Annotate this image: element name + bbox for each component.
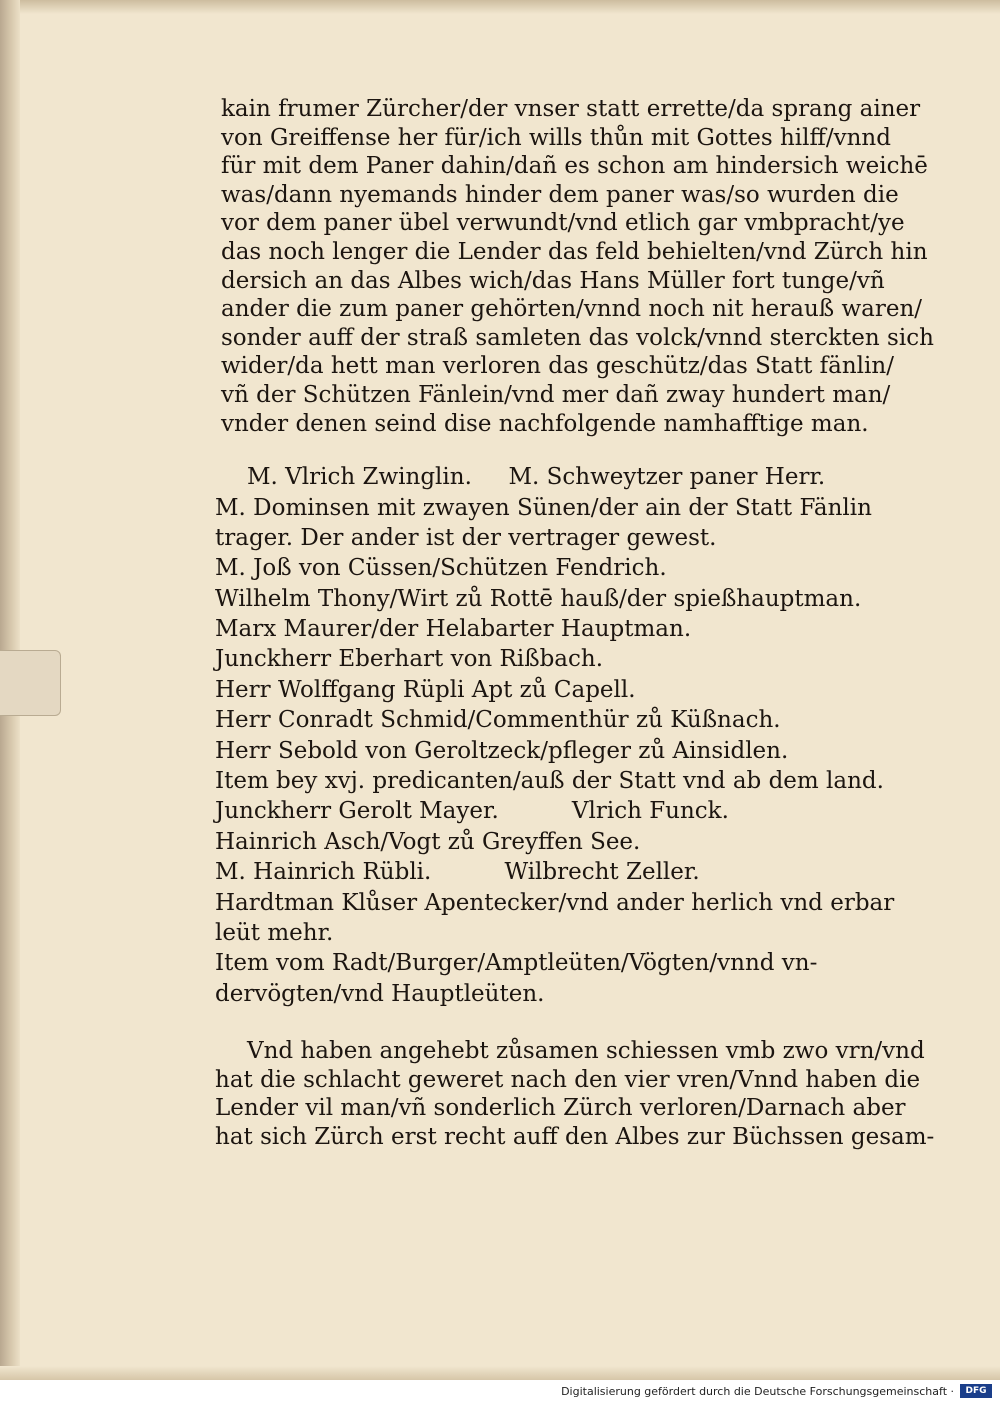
list-item: trager. Der ander ist der vertrager gewest. bbox=[215, 524, 717, 551]
text-line: für mit dem Paner dahin/dañ es schon am hindersich weichē bbox=[221, 153, 928, 180]
text-line: wider/da hett man verloren das geschütz/das Statt fänlin/ bbox=[221, 353, 894, 380]
text-line: vnder denen seind dise nachfolgende namhafftige man. bbox=[221, 410, 869, 437]
list-item: Wilhelm Thony/Wirt zů Rottē hauß/der spießhauptman. bbox=[215, 585, 862, 612]
list-item: Item vom Radt/Burger/Amptleüten/Vögten/vnnd vn- bbox=[215, 950, 818, 977]
text-line: Vnd haben angehebt zůsamen schiessen vmb zwo vrn/vnd bbox=[247, 1038, 925, 1065]
list-item: M. Joß von Cüssen/Schützen Fendrich. bbox=[215, 555, 667, 582]
text-line: hat die schlacht geweret nach den vier vren/Vnnd haben die bbox=[215, 1066, 921, 1093]
text-line: ander die zum paner gehörten/vnnd noch nit herauß waren/ bbox=[221, 296, 923, 323]
footer-bar bbox=[0, 1380, 1000, 1402]
list-item: Herr Wolffgang Rüpli Apt zů Capell. bbox=[215, 676, 636, 703]
text-line: von Greiffense her für/ich wills thůn mit Gottes hilff/vnnd bbox=[221, 124, 891, 151]
section-gap bbox=[215, 1009, 905, 1037]
page-top-edge bbox=[0, 0, 1000, 14]
text-line: sonder auff der straß samleten das volck/vnnd sterckten sich bbox=[221, 324, 934, 351]
page-text bbox=[215, 95, 935, 1152]
casualty-list bbox=[215, 462, 905, 1009]
list-item: Hardtman Klůser Apentecker/vnd ander herlich vnd erbar bbox=[215, 889, 895, 916]
list-item: M. Hainrich Rübli. Wilbrecht Zeller. bbox=[215, 859, 700, 886]
list-item: Herr Sebold von Geroltzeck/pfleger zů Ainsidlen. bbox=[215, 737, 789, 764]
list-item: Junckherr Eberhart von Rißbach. bbox=[215, 646, 604, 673]
text-line: was/dann nyemands hinder dem paner was/so wurden die bbox=[221, 181, 899, 208]
list-item: Item bey xvj. predicanten/auß der Statt vnd ab dem land. bbox=[215, 768, 884, 795]
page-tab-marker bbox=[0, 650, 61, 716]
list-item: Marx Maurer/der Helabarter Hauptman. bbox=[215, 616, 692, 643]
section-gap bbox=[215, 438, 905, 462]
paragraph-2 bbox=[215, 1037, 935, 1151]
text-line: Lender vil man/vñ sonderlich Zürch verloren/Darnach aber bbox=[215, 1095, 906, 1122]
list-item: M. Vlrich Zwinglin. M. Schweytzer paner Herr. bbox=[247, 464, 826, 491]
paragraph-1 bbox=[215, 95, 934, 438]
list-item: leüt mehr. bbox=[215, 919, 334, 946]
list-item: M. Dominsen mit zwayen Sünen/der ain der Statt Fänlin bbox=[215, 494, 872, 521]
text-line: dersich an das Albes wich/das Hans Müller fort tunge/vñ bbox=[221, 267, 885, 294]
list-item: dervögten/vnd Hauptleüten. bbox=[215, 980, 545, 1007]
text-line: das noch lenger die Lender das feld behielten/vnd Zürch hin bbox=[221, 238, 928, 265]
list-item: Herr Conradt Schmid/Commenthür zů Küßnach. bbox=[215, 707, 781, 734]
text-line: vor dem paner übel verwundt/vnd etlich gar vmbpracht/ye bbox=[221, 210, 905, 237]
page-bottom-edge bbox=[0, 1366, 1000, 1380]
text-line: vñ der Schützen Fänlein/vnd mer dañ zway hundert man/ bbox=[221, 381, 891, 408]
list-item: Junckherr Gerolt Mayer. Vlrich Funck. bbox=[215, 798, 729, 825]
text-line: hat sich Zürch erst recht auff den Albes zur Büchssen gesam- bbox=[215, 1123, 935, 1150]
list-item: Hainrich Asch/Vogt zů Greyffen See. bbox=[215, 828, 641, 855]
dfg-logo: DFG bbox=[960, 1384, 992, 1398]
text-line: kain frumer Zürcher/der vnser statt errette/da sprang ainer bbox=[221, 96, 921, 122]
digitization-credit: Digitalisierung gefördert durch die Deutsche Forschungsgemeinschaft · bbox=[561, 1385, 954, 1398]
